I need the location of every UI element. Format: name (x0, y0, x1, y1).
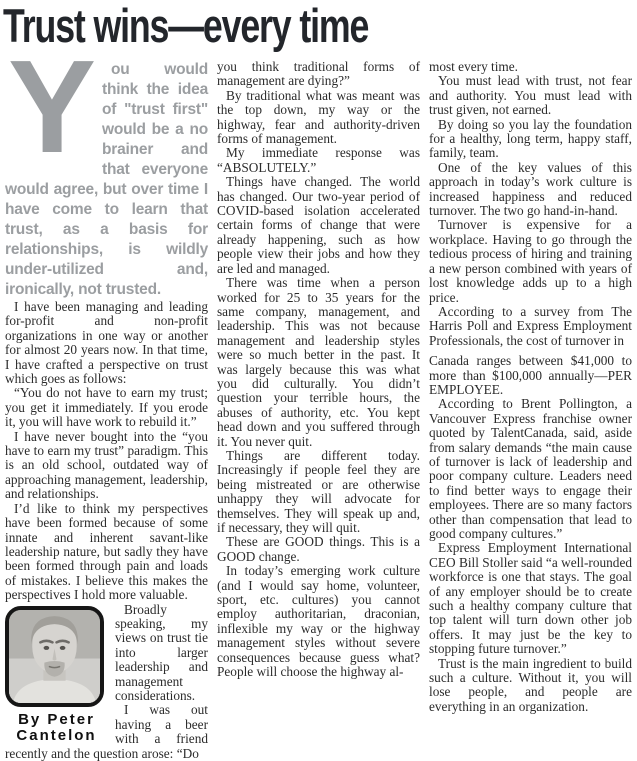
paragraph: I’d like to think my perspectives have been formed because of some innate and inherent savant-like leadership nature, but sadly they have been formed through pain and loads of mistakes. I believe this makes the perspectives I hold more valuable. (5, 500, 208, 603)
paragraph: Trust is the main ingredient to build such a culture. Without it, you will lose people, and people are everything in an organization. (429, 655, 632, 714)
intro-text: ou would think the idea of "trust first" would be a no brainer and that everyone would agree, but over time I have come to learn that trust, as a basis for relationships, is wildly under-utilized and, ironically, not trusted. (5, 61, 208, 298)
author-portrait-image (5, 606, 104, 707)
paragraph: Broadly speaking, my views on trust tie into larger leadership and management considerations. (115, 601, 208, 703)
paragraph: There was time when a person worked for 25 to 35 years for the same company, management, and leadership. This was not because management and leadership styles were so much better in the past. It was largely because this was what you did culturally. You didn’t question your terrible hours, the abuses of authority, etc. You kept head down and you suffered through it. You never quit. (217, 275, 420, 449)
paragraph: most every time. (429, 59, 518, 74)
article-column-2 (217, 60, 420, 761)
paragraph: you think traditional forms of management are dying?” (217, 59, 420, 89)
paragraph: One of the key values of this approach in today’s work culture is increased happiness and reduced turnover. The two go hand-in-hand. (429, 159, 632, 219)
paragraph: I was out having a beer with a friend recently and the question arose: “Do (5, 702, 208, 761)
paragraph: By doing so you lay the foundation for a healthy, long term, happy staff, family, team. (429, 116, 632, 161)
author-photo-block (5, 606, 108, 746)
paragraph: Things have changed. The world has changed. Our two-year period of COVID-based isolation accelerated certain forms of change that were already happening, such as how people view their jobs and how they are led and managed. (217, 174, 420, 276)
paragraph: According to Brent Pollington, a Vancouver Express franchise owner quoted by TalentCanada, said, aside from salary demands “the main cause of turnover is lack of leadership and poor company culture. Leaders need to find better ways to engage their employees. There are so many factors other than compensation that lead to good company cultures.” (429, 396, 632, 541)
paragraph: I have been managing and leading for-profit and non-profit organizations in one way or another for almost 20 years now. In that time, I have crafted a perspective on trust which goes as follows: (5, 299, 208, 387)
paragraph: I have never bought into the “you have to earn my trust” paradigm. This is an old school, outdated way of approaching management, leadership, and relationships. (5, 428, 208, 502)
intro-paragraph (5, 33, 208, 300)
byline-line-2: Cantelon (16, 727, 97, 745)
byline-line-1: By Peter (18, 710, 95, 728)
article-column-1 (5, 33, 208, 761)
article-body (0, 33, 637, 761)
paragraph: Canada ranges between $41,000 to more than $100,000 annually—PER EMPLOYEE. (429, 353, 632, 397)
drop-cap: Y (8, 33, 96, 180)
paragraph: Express Employment International CEO Bill Stoller said “a well-rounded workforce is one that stays. The goal of any employer should be to create such a healthy company culture that top talent will turn down other job offers. It may just be the key to stopping future turnover.” (429, 540, 632, 657)
page-title: Trust wins—every time (3, 0, 369, 52)
paragraph: By traditional what was meant was the top down, my way or the highway, fear and authority-driven forms of management. (217, 87, 420, 147)
byline (5, 712, 108, 746)
paragraph: According to a survey from The Harris Poll and Express Employment Professionals, the cost of turnover in (429, 303, 632, 348)
author-portrait-illustration (9, 610, 100, 703)
paragraph: You must lead with trust, not fear and authority. You must lead with trust given, not earned. (429, 73, 632, 118)
paragraph: My immediate response was “ABSOLUTELY.” (217, 145, 420, 175)
paragraph: Turnover is expensive for a workplace. Having to go through the tedious process of hiring and training a new person combined with years of lost knowledge adds up to a high price. (429, 217, 632, 305)
paragraph: In today’s emerging work culture (and I would say home, volunteer, sport, etc. cultures) you cannot employ authoritarian, draconian, inflexible my way or the highway management styles without severe consequences because guess what? People will choose the highway al- (217, 563, 420, 680)
paragraph: Things are different today. Increasingly if people feel they are being mistreated or are otherwise unhappy they will advocate for themselves. They will speak up and, if necessary, they will quit. (217, 447, 420, 535)
paragraph: “You do not have to earn my trust; you get it immediately. If you erode it, you will have work to rebuild it.” (5, 385, 208, 430)
article-column-3 (429, 60, 632, 761)
paragraph: These are GOOD things. This is a GOOD change. (217, 534, 420, 564)
